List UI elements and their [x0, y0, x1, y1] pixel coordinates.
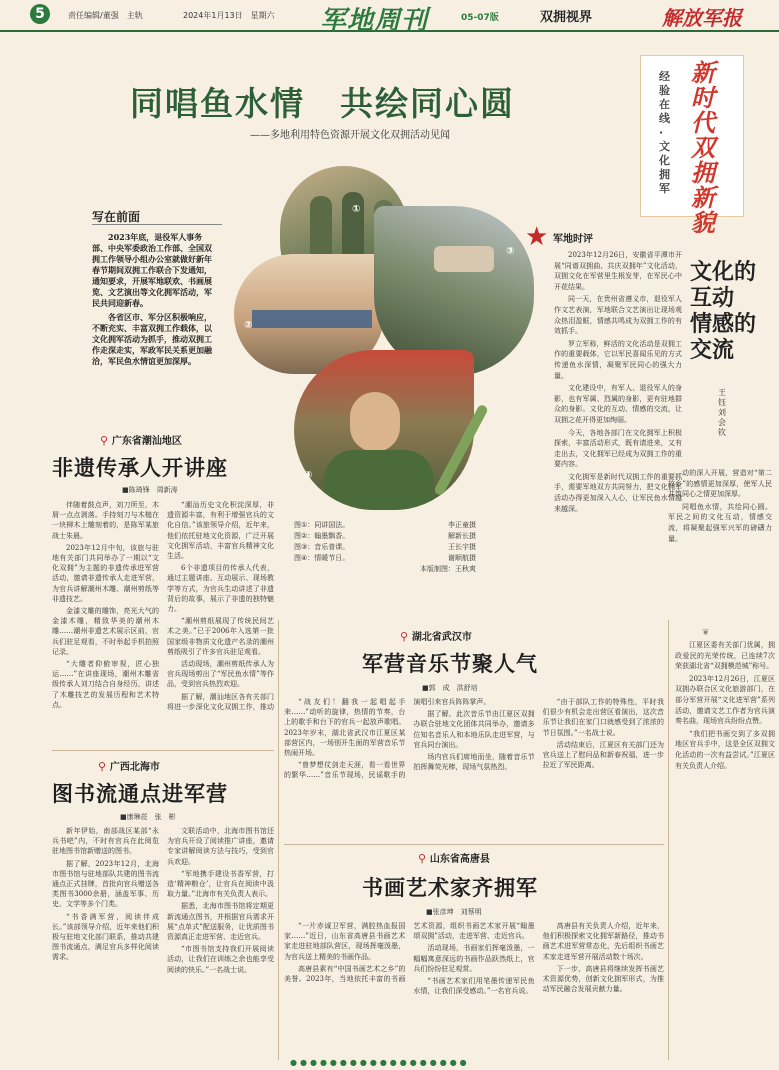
article-body [52, 500, 274, 732]
page-subheadline: ——多地利用特色资源开展文化双拥活动见闻 [250, 130, 450, 141]
photo-caption: 图③：音乐普课。 [294, 543, 350, 551]
commentary-paragraph: 动的深入开展，营造对“第二故乡”的感情更加深厚，使军人民共筑同心之情更加深厚。 [668, 469, 772, 499]
article-paragraph: “大雕者仰俯审视，匠心独运……”在讲座现场，潮州木雕省级传承人刘刀结合自身经历，讲述了木雕技艺的发展历程和艺术特点。 [52, 660, 159, 709]
article-title: 非遗传承人开讲座 [52, 456, 228, 480]
foreword-title: 写在前面 [92, 210, 141, 224]
foreword-rule [92, 224, 222, 225]
article-paragraph: “书画艺术家们用笔墨传递军民鱼水情，让我们深受感动。”一名官兵说。 [413, 977, 535, 996]
column-label: 经验在线·文化拥军 [659, 70, 670, 195]
foreword-paragraph: 2023年底，退役军人事务部、中央军委政治工作部、全国双拥工作领导小组办公室就做好新年春节期间双拥工作联合下发通知，通知要求，开展军地联欢、书画展览、文艺演出等文化拥军活动，军民共同迎新春。 [92, 232, 212, 308]
article-location [100, 432, 182, 447]
article-paragraph: 2023年12月中旬，该旅与驻地有关部门共同举办了一期以“文化双拥”为主题的非遗传承进军营活动，邀请非遗传承人走进军营，为官兵讲解潮州木雕、潮州剪纸等非遗技艺。 [52, 543, 159, 603]
article-byline: ■郭 成 洪舒培 [422, 684, 478, 692]
article-body [284, 697, 664, 839]
photo-label-4: ④ [304, 470, 313, 481]
commentary-paragraph: 同唱鱼水情，共绘同心圆。军民之间的文化互动，情感交流，将凝聚起强军兴军的磅礴力量。 [668, 502, 772, 543]
photo-caption: 图②：翰墨飘香。 [294, 532, 350, 540]
article-paragraph: “战友们！翻我一起唱起手来……”动听的旋律，热情的节奏，台上的歌手和台下的官兵一起放声歌唱。2023年岁末，湖北省武汉市江夏区某部营区内，一场别开生面的军营音乐节热闹开场。 [284, 698, 406, 758]
issue-date: 2024年1月13日 星期六 [183, 11, 275, 20]
star-icon: ★ [525, 222, 549, 252]
location-pin-icon: ⚲ [98, 760, 110, 773]
column-banner [640, 55, 744, 237]
article-paragraph: 据悉，北海市图书馆将定期更新流通点图书，并根据官兵需求开展“点单式”配送服务，让优质图书资源真正走进军营、走近官兵。 [167, 902, 274, 942]
location-label: 山东省高唐县 [429, 854, 490, 865]
article-paragraph: 活动现场，潮州剪纸传承人为官兵现场剪出了“军民鱼水情”等作品，受到官兵热烈欢迎。 [167, 660, 274, 689]
commentary-paragraph: “我们把书画交到了多双拥地区官兵手中，这是全区双拥文化活动的一次有益尝试。”江夏区有关负责人介绍。 [675, 729, 775, 770]
location-label: 广东省潮汕地区 [111, 436, 182, 447]
article-title: 书画艺术家齐拥军 [362, 876, 538, 900]
article-body [52, 826, 274, 1062]
photo-credits [420, 520, 476, 575]
article-byline: ■张彦坤 刘蔡明 [426, 908, 482, 916]
article-paragraph: “书香满军营，阅读伴成长。”该部领导介绍，近年来他们积极与驻地文化部门联系，推动共建图书流通点，满足官兵多样化阅读需求。 [52, 912, 159, 962]
article-byline: ■康琳莅 张 彬 [120, 813, 176, 821]
article-paragraph: 下一步，高唐县将继续发挥书画艺术资源优势，创新文化拥军形式，为推动军民融合发展贡献力量。 [542, 964, 664, 994]
article-body [284, 921, 664, 1063]
article-paragraph: “市图书馆支持我们开展阅读活动，让我们在训练之余也能享受阅读的快乐。”一名战士说。 [167, 945, 274, 974]
column-art-text: 新时代双拥新貌 [691, 58, 715, 237]
commentary-paragraph: 江夏区委有关部门优属，拥政爱民的光荣传统，已连续7次荣获湖北省“双拥模范城”称号。 [675, 641, 775, 671]
commentary-paragraph: 今天，各地各部门在文化拥军上积极探索，丰富活动形式，既有请进来，又有走出去，文化拥军已经成为双拥工作的重要内容。 [554, 428, 682, 469]
column-divider [668, 620, 669, 1060]
article-location [418, 850, 490, 865]
column-divider [278, 620, 279, 1060]
photo-credit: 李正童摄 [448, 521, 476, 529]
article-paragraph: 金漆文雕的雕饰，亮光大气的金漆木雕，精致华美的潮州木雕……潮州非遗艺术展示区前，官兵们驻足观看，不时举起手机拍照记录。 [52, 607, 159, 656]
article-paragraph: 新年伊始，南部战区某部“永兵书吧”内，不时有官兵在此阅览驻地图书馆新赠送的图书。 [52, 827, 159, 856]
commentary-column-head: 军地时评 [553, 234, 593, 245]
section-divider [284, 844, 664, 845]
commentary-author: 王钰 刘会钦 [718, 388, 734, 437]
location-label: 湖北省武汉市 [411, 632, 472, 643]
article-paragraph: 活动现场，书画家们挥毫泼墨，一幅幅寓意深远的书画作品跃然纸上，官兵们纷纷驻足观赏。 [413, 944, 535, 973]
article-paragraph: 据了解，潮汕地区各有关部门将进一步深化文化双拥工作，推动 [167, 692, 274, 711]
footer-ornament: ●●●●●●●●●●●●●●●●●● [290, 1058, 470, 1067]
article-paragraph: 高唐县有关负责人介绍，近年来，他们积极探索文化拥军新路径，推动书画艺术进军营常态化，先后组织书画艺术家走进军营开展活动数十场次。 [542, 922, 664, 961]
article-paragraph: “军地携手建设书香军营，打造‘精神粮仓’，让官兵在阅读中汲取力量。”北海市有关负责人表示。 [167, 869, 274, 899]
photo-credit: 本版制图：王秋爽 [420, 565, 476, 573]
photo-credit: 王长宇摄 [448, 543, 476, 551]
location-pin-icon: ⚲ [400, 630, 412, 643]
section-name: 双拥视界 [540, 10, 593, 25]
commentary-paragraph: 2023年12月26日，江夏区双拥办联合区文化旅游部门，在部分军营开展“文化进军营”系列活动，邀请文艺工作者为官兵演奏名曲，现场官兵纷纷点赞。 [675, 674, 775, 726]
commentary-text [554, 250, 682, 670]
article-byline: ■陈琦锋 周新涛 [122, 486, 178, 494]
article-location [98, 758, 160, 773]
photo-label-3: ③ [506, 246, 515, 257]
commentary-paragraph: 文化建设中，有军人、退役军人的身影，也有军属、烈属的身影，更有驻地群众的身影。文化的互动、情感的交流，让双拥之花开得更加绚丽。 [554, 384, 682, 424]
page-number-badge: 5 [30, 4, 50, 24]
article-paragraph: “潮汕历史文化积淀深厚，非遗资源丰富，有利于增强官兵的文化自信。”该旅领导介绍，近年来，他们依托驻地文化资源，广泛开展文化拥军活动，丰富官兵精神文化生活。 [167, 501, 274, 561]
editor-credit: 责任编辑/董强 主轨 [68, 11, 143, 20]
article-paragraph: “由于部队工作的特殊性，平时我们很少有机会走出营区看演出，这次音乐节让我们在家门口就感受到了浓浓的节日氛围。”一名战士说。 [542, 698, 664, 737]
newspaper-masthead: 解放军报 [662, 6, 742, 30]
article-paragraph: 高唐县素有“中国书画艺术之乡”的美誉。2023年，当地依托丰富的书画艺术资源，组织书画艺术家开展“翰墨颂双拥”活动，走进军营、走近官兵。 [284, 922, 535, 984]
section-divider [52, 750, 274, 751]
article-title: 军营音乐节聚人气 [362, 652, 538, 676]
divider-ornament: ❦ [702, 628, 710, 638]
commentary-paragraph: 同一天，在贵州省遵义市，退役军人作文艺表演，军地联合文艺演出让现场观众热泪盈眶，情感共鸣成为双拥工作的有效抓手。 [554, 295, 682, 336]
article-paragraph: 伴随着鼓点声，刘刀所至，木屑一点点剥落。手持刻刀与木槌在一块柳木上雕刻着的，是陈军某旅战士朱晨。 [52, 501, 159, 540]
wuhan-continued [675, 640, 775, 820]
photo-captions [294, 520, 349, 564]
foreword-text [92, 232, 216, 370]
article-paragraph: 文联活动中，北海市图书馆还为官兵开设了阅读推广讲座，邀请专家讲解阅读方法与技巧，受到官兵欢迎。 [167, 827, 274, 866]
photo-caption: 图④：情暖节日。 [294, 554, 350, 562]
article-paragraph: 据了解，此次音乐节由江夏区双拥办联合驻地文化团体共同举办，邀请多位知名音乐人和本地乐队走进军营，与官兵同台演出。 [413, 710, 535, 749]
article-paragraph: 活动结束后，江夏区有关部门还为官兵送上了慰问品和新春祝福，进一步拉近了军民距离。 [542, 740, 664, 770]
photo-collage [224, 150, 544, 530]
article-paragraph: 据了解，2023年12月，北海市图书馆与驻地部队共建的图书流通点正式挂牌，首批向官兵赠送各类图书3000余册，涵盖军事、历史、文学等多个门类。 [52, 859, 159, 909]
location-pin-icon: ⚲ [418, 852, 430, 865]
article-location [400, 628, 472, 643]
page-headline: 同唱鱼水情 共绘同心圆 [130, 84, 515, 123]
article-paragraph: 场内官兵们席地而坐，随着音乐节拍挥舞荧光棒，现场气氛热烈。 [413, 753, 535, 772]
location-label: 广西北海市 [109, 762, 160, 773]
commentary-paragraph: 罗立军称，鲜活的文化活动是双拥工作的重要载体，它以军民喜闻乐见的方式传递鱼水深情，凝聚军民同心的强大力量。 [554, 339, 682, 380]
foreword-paragraph: 各省区市、军分区积极响应，不断充实、丰富双拥工作载体，以文化拥军活动为抓手，推动双拥工作走深走实，军政军民关系更加融洽，军民鱼水情谊更加深厚。 [92, 312, 212, 366]
photo-credit: 解新长摄 [448, 532, 476, 540]
location-pin-icon: ⚲ [100, 434, 112, 447]
issue-pages: 05-07版 [461, 13, 499, 23]
article-paragraph: 6个非遗项目的传承人代表，通过主题讲座、互动展示、现场教学等方式，为官兵生动讲述了非遗背后的故事，展示了非遗的独特魅力。 [167, 564, 274, 614]
article-title: 图书流通点进军营 [52, 782, 228, 806]
article-paragraph: “一片赤诚卫军营，满腔热血报国家……”近日，山东省高唐县书画艺术家走进驻地部队营区，现场挥毫泼墨，为官兵送上精美的书画作品。 [284, 922, 406, 961]
photo-label-2: ② [244, 320, 253, 331]
article-paragraph: “潮州剪纸展现了传统民间艺术之美。”已于2006年入选第一批国家级非物质文化遗产名录的潮州剪纸吸引了许多官兵驻足观看。 [167, 617, 274, 656]
photo-credit: 谢顺航摄 [448, 554, 476, 562]
commentary-paragraph: 文化拥军是新时代双拥工作的重要抓手，需要军地双方共同努力，把文化拥军活动办得更加深入人心，让军民鱼水情越来越深。 [554, 472, 682, 513]
article-paragraph: “曾梦想仗剑走天涯，看一看世界的繁华……”音乐节现场，民谣歌手的演唱引来官兵阵阵掌声。 [284, 698, 491, 780]
photo-label-1: ① [352, 204, 361, 215]
commentary-continued [668, 468, 772, 628]
commentary-title: 文化的互动 情感的交流 [690, 260, 757, 363]
photo-caption: 图①：同讲国法。 [294, 521, 350, 529]
commentary-paragraph: 2023年12月26日，安徽省平潭市开展“同谱双拥曲、共庆双拥年”文化活动，双拥文化在军营里生根发芽，在军民心中开花结果。 [554, 251, 682, 291]
supplement-brand: 军地周刊 [320, 6, 429, 36]
